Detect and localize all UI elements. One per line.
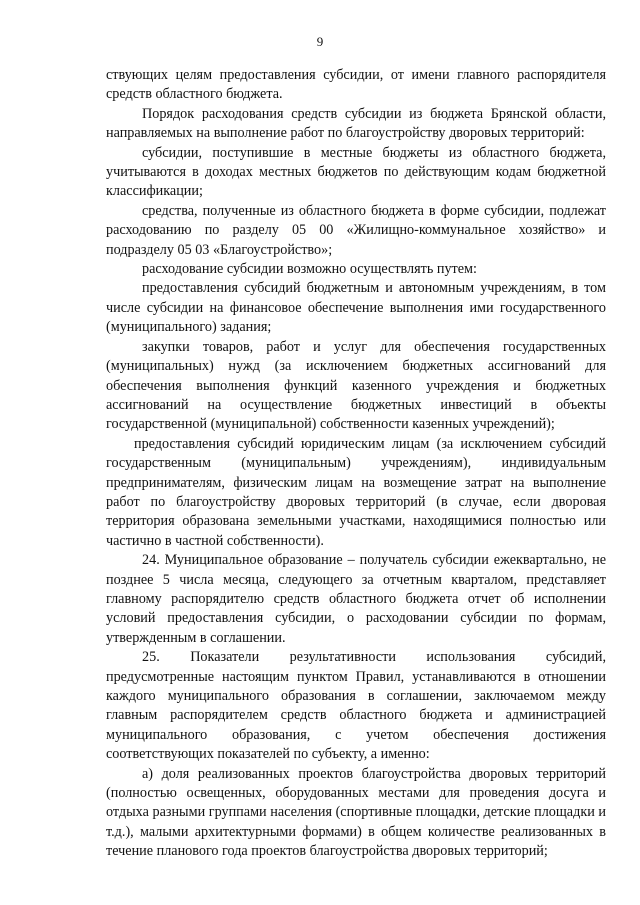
page-number: 9 — [316, 34, 324, 49]
paragraph-procurement: закупки товаров, работ и услуг для обеспечения государственных (муниципальных) нужд (за исключением бюджетных ассигнований для обеспечения выполнения функций казенного учреждения и бюджетных ассигнований на осуществление бюджетных инвестиций в объекты государственной (муниципальной) собственности казенных учреждений); — [106, 338, 606, 433]
paragraph-budget-institutions: предоставления субсидий бюджетным и автономным учреждениям, в том числе субсидии на финансовое обеспечение выполнения ими государственного (муниципального) задания; — [106, 280, 606, 336]
paragraph-item-a: а) доля реализованных проектов благоустройства дворовых территорий (полностью освещенных, оборудованных местами для проведения досуга и отдыха разными группами населения (спортивные площадки, детские площадки и т.д.), малыми архитектурными формами) в общем количестве реализованных в течение планового года проектов благоустройства дворовых территорий; — [106, 765, 606, 860]
paragraph-item-24: 24. Муниципальное образование – получатель субсидии ежеквартально, не позднее 5 числа месяца, следующего за отчетным кварталом, представляет главному распорядителю средств областного бюджета отчет об исполнении условий предоставления субсидии, о расходовании субсидии по формам, утвержденным в соглашении. — [106, 552, 606, 646]
paragraph-item-25: 25. Показатели результативности использования субсидий, предусмотренные настоящим пунктом Правил, устанавливаются в отношении каждого муниципального образования в соглашении, заключаемом между главным распорядителем средств областного бюджета и администрацией муниципального образования, с учетом обеспечения достижения соответствующих показателей по субъекту, а именно: — [106, 649, 606, 763]
paragraph-funds-section: средства, полученные из областного бюджета в форме субсидии, подлежат расходованию по разделу 05 00 «Жилищно-коммунальное хозяйство» и подразделу 05 03 «Благоустройство»; — [106, 202, 606, 258]
document-body — [106, 66, 606, 862]
paragraph-continuation: ствующих целям предоставления субсидии, от имени главного распорядителя средств областного бюджета. — [106, 67, 606, 103]
paragraph-spending-methods: расходование субсидии возможно осуществлять путем: — [142, 261, 477, 278]
paragraph-spending-procedure: Порядок расходования средств субсидии из бюджета Брянской области, направляемых на выполнение работ по благоустройству дворовых территорий: — [106, 105, 606, 142]
paragraph-subsidies-income: субсидии, поступившие в местные бюджеты из областного бюджета, учитываются в доходах местных бюджетов по действующим кодам бюджетной классификации; — [106, 144, 606, 200]
paragraph-legal-entities: предоставления субсидий юридическим лицам (за исключением субсидий государственным (муниципальным) учреждениям), индивидуальным предпринимателям, физическим лицам на возмещение затрат на выполнение работ по благоустройству дворовых территорий (в случае, если дворовая территория образована земельными участками, находящимися полностью или частично в частной собственности). — [106, 435, 606, 549]
